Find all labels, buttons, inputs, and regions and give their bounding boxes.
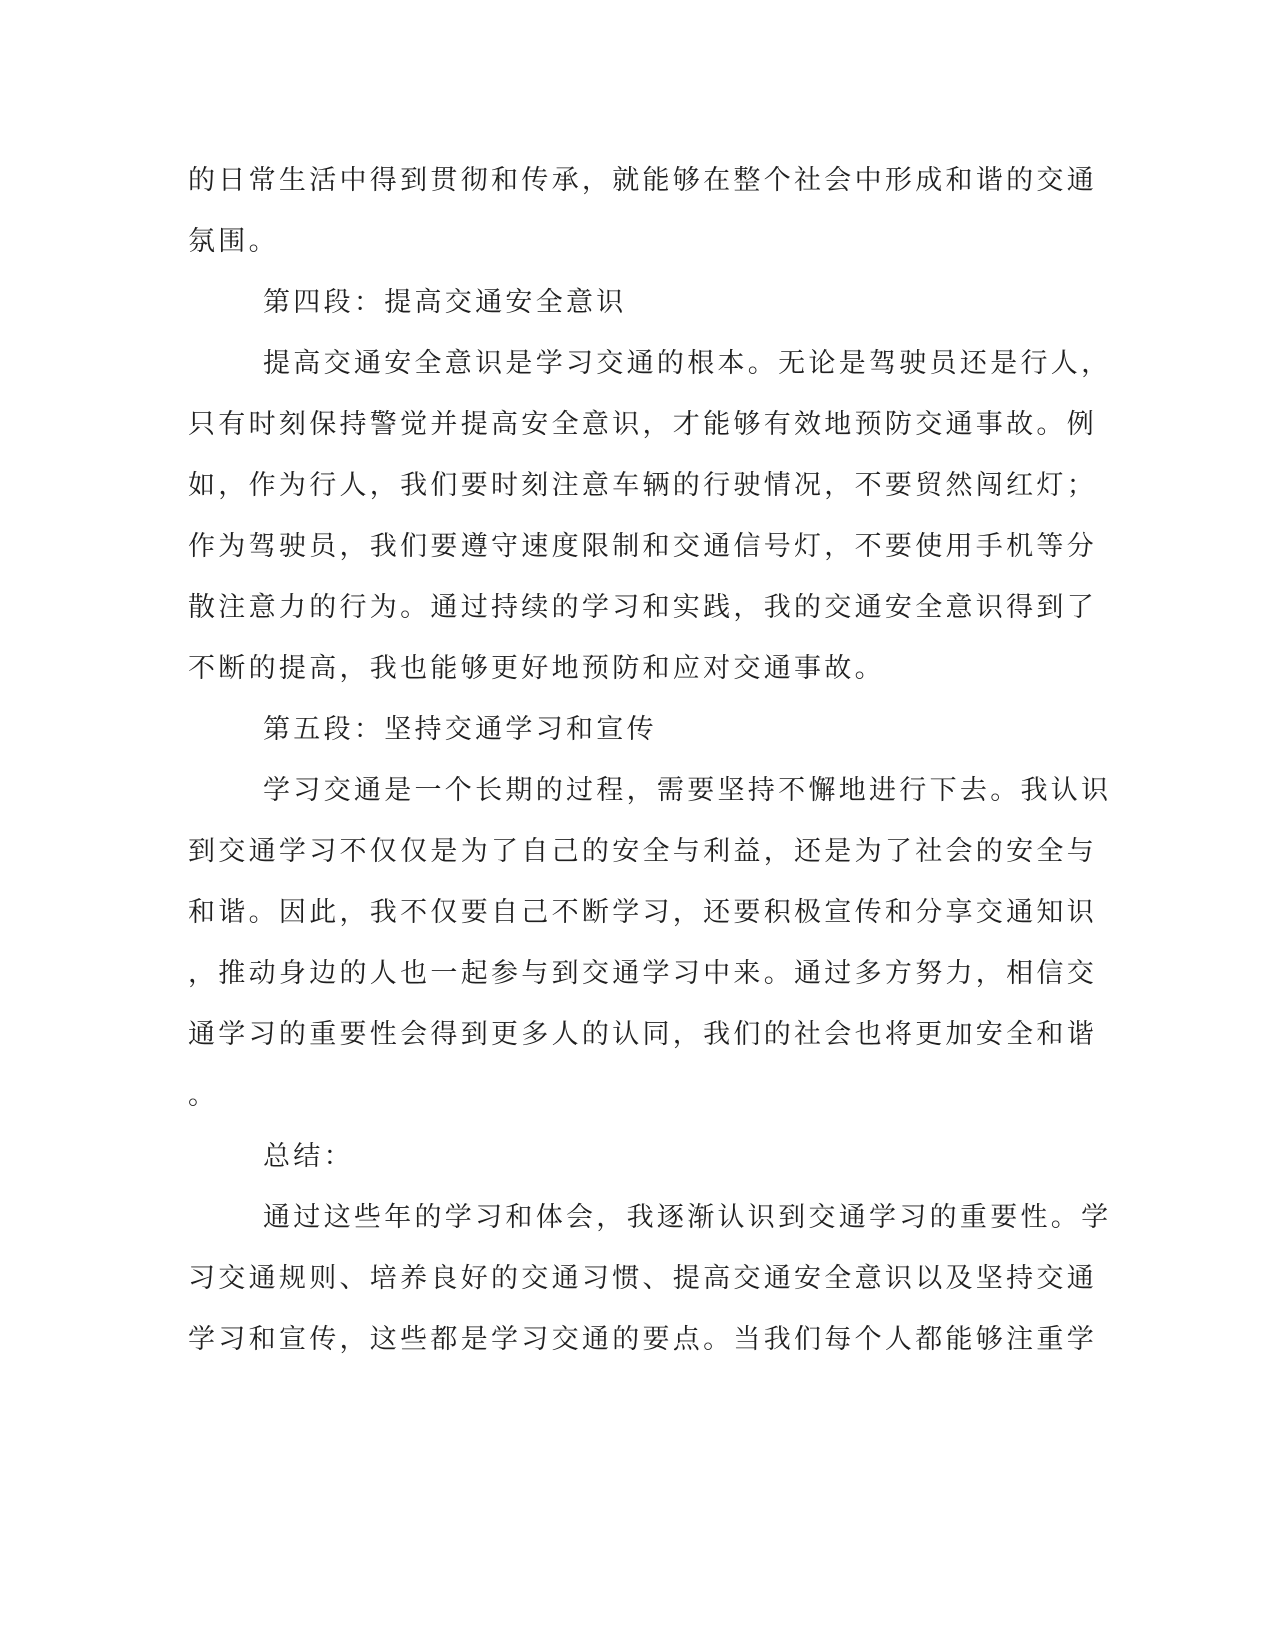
section-heading-5: 第五段：坚持交通学习和宣传 (263, 714, 657, 745)
paragraph-line: 通过这些年的学习和体会，我逐渐认识到交通学习的重要性。学 (263, 1202, 1112, 1233)
document-body (188, 150, 1112, 1370)
paragraph-line: 作为驾驶员，我们要遵守速度限制和交通信号灯，不要使用手机等分 (188, 531, 1097, 562)
paragraph-line: 只有时刻保持警觉并提高安全意识，才能够有效地预防交通事故。例 (188, 409, 1097, 440)
paragraph-line: 如，作为行人，我们要时刻注意车辆的行驶情况，不要贸然闯红灯； (188, 470, 1097, 501)
paragraph-line: 通学习的重要性会得到更多人的认同，我们的社会也将更加安全和谐 (188, 1019, 1097, 1050)
paragraph-line: 的日常生活中得到贯彻和传承，就能够在整个社会中形成和谐的交通 (188, 165, 1097, 196)
paragraph-line: 。 (188, 1080, 219, 1111)
paragraph-line: 学习和宣传，这些都是学习交通的要点。当我们每个人都能够注重学 (188, 1324, 1097, 1355)
paragraph-line: 氛围。 (188, 226, 279, 257)
paragraph-line: 散注意力的行为。通过持续的学习和实践，我的交通安全意识得到了 (188, 592, 1097, 623)
paragraph-line: 提高交通安全意识是学习交通的根本。无论是驾驶员还是行人， (263, 348, 1112, 379)
section-heading-4: 第四段：提高交通安全意识 (263, 287, 627, 318)
paragraph-line: ，推动身边的人也一起参与到交通学习中来。通过多方努力，相信交 (188, 958, 1097, 989)
summary-heading: 总结： (263, 1141, 354, 1172)
paragraph-line: 不断的提高，我也能够更好地预防和应对交通事故。 (188, 653, 885, 684)
paragraph-line: 到交通学习不仅仅是为了自己的安全与利益，还是为了社会的安全与 (188, 836, 1097, 867)
paragraph-line: 和谐。因此，我不仅要自己不断学习，还要积极宣传和分享交通知识 (188, 897, 1097, 928)
paragraph-line: 习交通规则、培养良好的交通习惯、提高交通安全意识以及坚持交通 (188, 1263, 1097, 1294)
paragraph-line: 学习交通是一个长期的过程，需要坚持不懈地进行下去。我认识 (263, 775, 1112, 806)
